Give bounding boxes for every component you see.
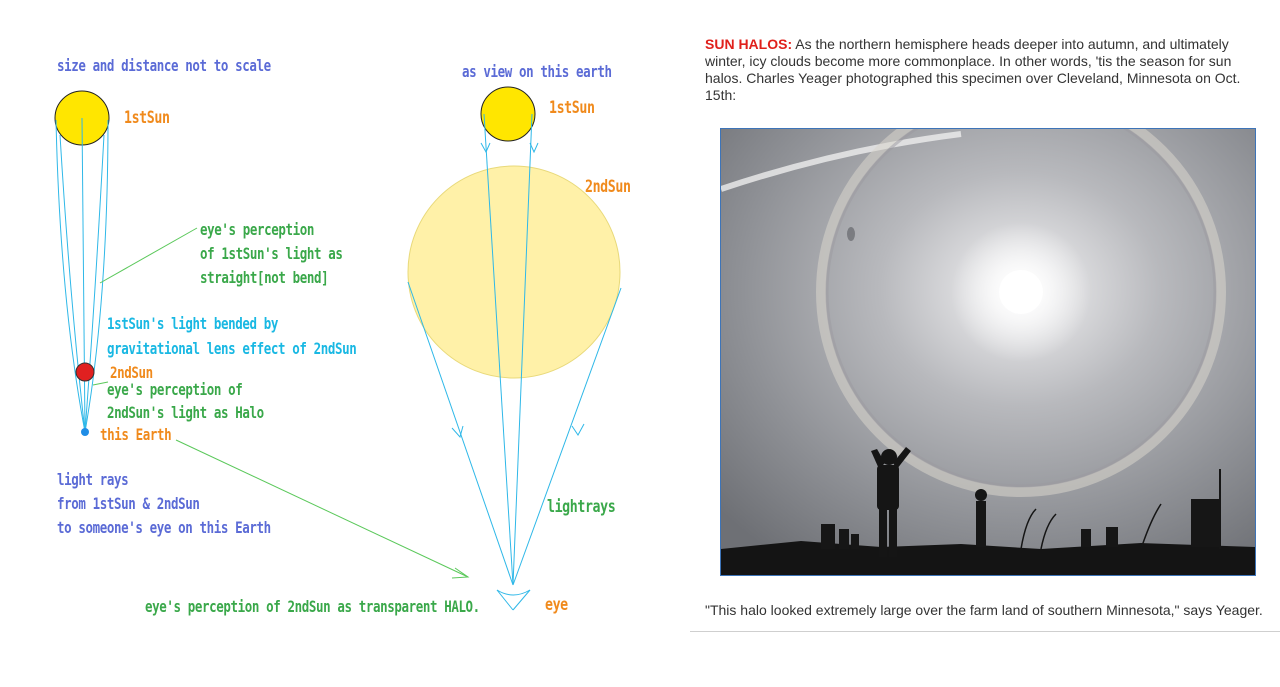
- lightrays-label: lightrays: [547, 497, 616, 517]
- light-rays-1: light rays: [57, 470, 129, 489]
- perception-straight-1: eye's perception: [200, 220, 314, 239]
- bended-line-2: gravitational lens effect of 2ndSun: [107, 339, 357, 358]
- bended-line-1: 1stSun's light bended by: [107, 314, 278, 333]
- photo-caption: "This halo looked extremely large over the farm land of southern Minnesota," says Yeager.: [705, 602, 1263, 618]
- divider: [690, 631, 1280, 632]
- second-sun-left: [76, 363, 94, 381]
- perception-halo-2: 2ndSun's light as Halo: [107, 403, 264, 422]
- earth-dot: [81, 428, 89, 436]
- earth-label: this Earth: [100, 425, 172, 444]
- view-title: as view on this earth: [462, 62, 612, 81]
- second-sun-left-label: 2ndSun: [110, 363, 153, 382]
- first-sun-right: [481, 87, 535, 141]
- article-intro: [705, 36, 1265, 104]
- light-rays-2: from 1stSun & 2ndSun: [57, 494, 200, 513]
- left-rays: [56, 118, 108, 432]
- scale-note: size and distance not to scale: [57, 56, 271, 75]
- halo-photo: [720, 128, 1256, 576]
- perception-halo-1: eye's perception of: [107, 380, 243, 399]
- transparent-halo-label: eye's perception of 2ndSun as transparent HALO.: [145, 597, 480, 616]
- eye-icon: [497, 590, 530, 610]
- first-sun-right-label: 1stSun: [549, 98, 595, 118]
- article-keyword: SUN HALOS:: [705, 36, 793, 52]
- second-sun-right-label: 2ndSun: [585, 177, 631, 197]
- eye-label: eye: [545, 595, 568, 615]
- first-sun-left-label: 1stSun: [124, 108, 170, 128]
- perception-straight-3: straight[not bend]: [200, 268, 329, 287]
- halo-photo-art: [721, 129, 1255, 575]
- second-sun-big: [408, 166, 620, 378]
- article-body: As the northern hemisphere heads deeper into autumn, and ultimately winter, icy clouds become more commonplace. In other words, 'tis the season for sun halos. Charles Yeager photographed this specimen over Cleveland, Minnesota on Oct. 15th:: [705, 36, 1241, 103]
- light-rays-3: to someone's eye on this Earth: [57, 518, 271, 537]
- perception-straight-2: of 1stSun's light as: [200, 244, 343, 263]
